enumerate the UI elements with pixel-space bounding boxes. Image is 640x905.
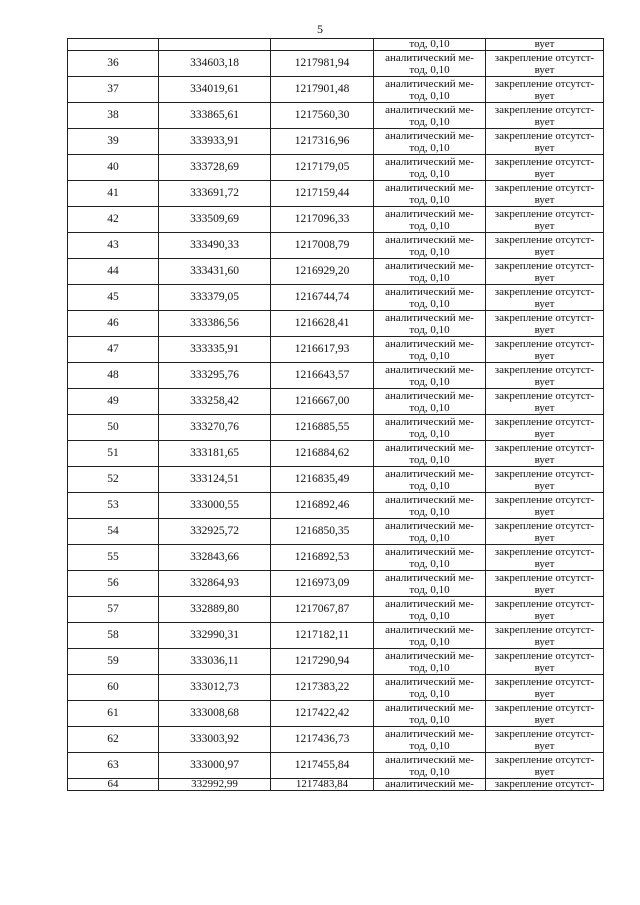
table-row (68, 753, 604, 779)
method-cell-line: аналитический ме- (385, 493, 474, 506)
table-row (68, 545, 604, 571)
point-number-cell: 51 (68, 441, 159, 467)
y-coordinate-cell: 1217179,05 (271, 155, 374, 181)
table-row (68, 259, 604, 285)
point-number-cell: 41 (68, 181, 159, 207)
fixing-cell (486, 545, 604, 571)
y-coordinate-cell: 1217159,44 (271, 181, 374, 207)
fixing-cell-line: вует (534, 271, 555, 284)
method-cell-line: аналитический ме- (385, 675, 474, 688)
point-number-cell: 39 (68, 129, 159, 155)
x-coordinate-cell: 333386,56 (159, 311, 271, 337)
fixing-cell-line: закрепление отсутст- (494, 129, 595, 142)
x-coordinate-cell: 333124,51 (159, 467, 271, 493)
fixing-cell (486, 675, 604, 701)
x-coordinate-cell: 333379,05 (159, 285, 271, 311)
fixing-cell-line: вует (534, 479, 555, 492)
fixing-cell (486, 285, 604, 311)
point-number-cell: 54 (68, 519, 159, 545)
x-coordinate-cell: 333295,76 (159, 363, 271, 389)
fixing-cell (486, 597, 604, 623)
fixing-cell-line: закрепление отсутст- (494, 181, 595, 194)
y-coordinate-cell: 1216884,62 (271, 441, 374, 467)
table-row (68, 623, 604, 649)
method-cell-line: аналитический ме- (385, 467, 474, 480)
table-row (68, 103, 604, 129)
y-coordinate-cell: 1217290,94 (271, 649, 374, 675)
point-number-cell: 60 (68, 675, 159, 701)
fixing-cell (486, 389, 604, 415)
table-row (68, 285, 604, 311)
empty-cell (159, 39, 271, 51)
table-row (68, 467, 604, 493)
y-coordinate-cell: 1217981,94 (271, 51, 374, 77)
x-coordinate-cell: 333509,69 (159, 207, 271, 233)
fixing-cell (486, 467, 604, 493)
method-cell-line: тод, 0,10 (409, 583, 450, 596)
fixing-cell (486, 259, 604, 285)
method-cell-line: аналитический ме- (385, 285, 474, 298)
fixing-cell-line: вует (534, 427, 555, 440)
fixing-cell (486, 519, 604, 545)
point-number-cell: 63 (68, 753, 159, 779)
method-cell-line: тод, 0,10 (409, 453, 450, 466)
method-cell: аналитический ме- (374, 779, 486, 791)
method-cell-line: тод, 0,10 (409, 323, 450, 336)
table-row (68, 233, 604, 259)
point-number-cell: 64 (68, 779, 159, 791)
fixing-cell (486, 753, 604, 779)
method-cell-line: аналитический ме- (385, 727, 474, 740)
fixing-cell-line: вует (534, 661, 555, 674)
fixing-cell-line: закрепление отсутст- (494, 623, 595, 636)
method-cell (374, 701, 486, 727)
fixing-cell-line: закрепление отсутст- (494, 77, 595, 90)
fixing-cell-line: закрепление отсутст- (494, 675, 595, 688)
fixing-cell-line: вует (534, 349, 555, 362)
empty-cell (271, 39, 374, 51)
fixing-cell-line: закрепление отсутст- (494, 571, 595, 584)
x-coordinate-cell: 332864,93 (159, 571, 271, 597)
method-cell (374, 519, 486, 545)
table-row (68, 571, 604, 597)
point-number-cell: 40 (68, 155, 159, 181)
method-cell (374, 285, 486, 311)
x-coordinate-cell: 333431,60 (159, 259, 271, 285)
method-cell-line: тод, 0,10 (409, 245, 450, 258)
fixing-cell-line: вует (534, 193, 555, 206)
table-row (68, 441, 604, 467)
fixing-cell-line: вует (534, 323, 555, 336)
fixing-cell-line: вует (534, 583, 555, 596)
method-cell (374, 415, 486, 441)
x-coordinate-cell: 333000,55 (159, 493, 271, 519)
fixing-cell-line: вует (534, 219, 555, 232)
method-cell-line: аналитический ме- (385, 51, 474, 64)
fixing-cell-line: вует (534, 557, 555, 570)
table-row (68, 77, 604, 103)
point-number-cell: 57 (68, 597, 159, 623)
method-cell (374, 207, 486, 233)
method-cell (374, 363, 486, 389)
method-cell (374, 51, 486, 77)
x-coordinate-cell: 333036,11 (159, 649, 271, 675)
point-number-cell: 48 (68, 363, 159, 389)
method-cell (374, 623, 486, 649)
x-coordinate-cell: 333865,61 (159, 103, 271, 129)
method-cell-line: аналитический ме- (385, 337, 474, 350)
method-cell-line: аналитический ме- (385, 597, 474, 610)
fixing-cell-line: вует (534, 609, 555, 622)
method-cell-line: аналитический ме- (385, 77, 474, 90)
fixing-cell-line: закрепление отсутст- (494, 259, 595, 272)
fixing-cell: закрепление отсутст- (486, 779, 604, 791)
method-cell-line: тод, 0,10 (409, 297, 450, 310)
method-cell (374, 337, 486, 363)
point-number-cell: 45 (68, 285, 159, 311)
page-number: 5 (317, 22, 323, 36)
fixing-cell-line: закрепление отсутст- (494, 363, 595, 376)
method-cell-line: тод, 0,10 (409, 531, 450, 544)
method-cell (374, 727, 486, 753)
table-row (68, 311, 604, 337)
x-coordinate-cell: 332843,66 (159, 545, 271, 571)
method-cell-line: аналитический ме- (385, 441, 474, 454)
method-cell-line: тод, 0,10 (409, 141, 450, 154)
point-number-cell: 36 (68, 51, 159, 77)
fixing-cell (486, 181, 604, 207)
fixing-cell (486, 337, 604, 363)
fixing-cell (486, 701, 604, 727)
method-cell-line: тод, 0,10 (409, 219, 450, 232)
fixing-cell-line: вует (534, 297, 555, 310)
fixing-cell (486, 493, 604, 519)
fixing-cell-line: вует (534, 245, 555, 258)
empty-cell (68, 39, 159, 51)
table-row (68, 363, 604, 389)
x-coordinate-cell: 333490,33 (159, 233, 271, 259)
fixing-cell (486, 129, 604, 155)
x-coordinate-cell: 333012,73 (159, 675, 271, 701)
table-row (68, 519, 604, 545)
table-row (68, 701, 604, 727)
x-coordinate-cell: 333181,65 (159, 441, 271, 467)
y-coordinate-cell: 1216850,35 (271, 519, 374, 545)
fixing-cell-line: вует (534, 375, 555, 388)
table-row (68, 155, 604, 181)
fixing-cell-line: вует (534, 505, 555, 518)
method-cell-line: аналитический ме- (385, 649, 474, 662)
x-coordinate-cell: 333008,68 (159, 701, 271, 727)
table-row (68, 337, 604, 363)
method-cell-line: аналитический ме- (385, 155, 474, 168)
y-coordinate-cell: 1217901,48 (271, 77, 374, 103)
fixing-cell (486, 441, 604, 467)
x-coordinate-cell: 333335,91 (159, 337, 271, 363)
method-cell (374, 103, 486, 129)
method-cell (374, 571, 486, 597)
point-number-cell: 47 (68, 337, 159, 363)
table-row (68, 181, 604, 207)
fixing-cell-line: закрепление отсутст- (494, 337, 595, 350)
method-cell (374, 753, 486, 779)
y-coordinate-cell: 1216929,20 (271, 259, 374, 285)
method-cell-line: аналитический ме- (385, 311, 474, 324)
method-cell-line: тод, 0,10 (409, 167, 450, 180)
point-number-cell: 50 (68, 415, 159, 441)
x-coordinate-cell: 333258,42 (159, 389, 271, 415)
method-cell-line: тод, 0,10 (409, 427, 450, 440)
fixing-cell-line: закрепление отсутст- (494, 415, 595, 428)
method-cell-line: аналитический ме- (385, 571, 474, 584)
fixing-cell-line: закрепление отсутст- (494, 207, 595, 220)
y-coordinate-cell: 1216628,41 (271, 311, 374, 337)
table-row (68, 493, 604, 519)
method-cell (374, 389, 486, 415)
x-coordinate-cell: 333000,97 (159, 753, 271, 779)
table-row (68, 675, 604, 701)
fixing-cell (486, 649, 604, 675)
y-coordinate-cell: 1216667,00 (271, 389, 374, 415)
method-cell-line: аналитический ме- (385, 623, 474, 636)
table-row (68, 51, 604, 77)
fixing-cell-line: закрепление отсутст- (494, 493, 595, 506)
method-cell-line: тод, 0,10 (409, 713, 450, 726)
table-row (68, 129, 604, 155)
point-number-cell: 53 (68, 493, 159, 519)
table-row (68, 415, 604, 441)
x-coordinate-cell: 332889,80 (159, 597, 271, 623)
fixing-cell-line: закрепление отсутст- (494, 597, 595, 610)
method-cell-line: тод, 0,10 (409, 739, 450, 752)
point-number-cell: 52 (68, 467, 159, 493)
fixing-cell (486, 415, 604, 441)
method-cell (374, 467, 486, 493)
x-coordinate-cell: 333270,76 (159, 415, 271, 441)
fixing-cell (486, 233, 604, 259)
method-cell-line: тод, 0,10 (409, 609, 450, 622)
fixing-cell-line: закрепление отсутст- (494, 701, 595, 714)
method-cell-line: аналитический ме- (385, 207, 474, 220)
fixing-cell (486, 77, 604, 103)
method-cell: тод, 0,10 (374, 39, 486, 51)
y-coordinate-cell: 1217316,96 (271, 129, 374, 155)
fixing-cell-line: вует (534, 635, 555, 648)
method-cell-line: тод, 0,10 (409, 765, 450, 778)
y-coordinate-cell: 1216973,09 (271, 571, 374, 597)
fixing-cell (486, 623, 604, 649)
method-cell-line: тод, 0,10 (409, 89, 450, 102)
point-number-cell: 61 (68, 701, 159, 727)
fixing-cell-line: вует (534, 141, 555, 154)
point-number-cell: 56 (68, 571, 159, 597)
method-cell (374, 493, 486, 519)
method-cell (374, 233, 486, 259)
fixing-cell (486, 51, 604, 77)
fixing-cell-line: вует (534, 453, 555, 466)
fixing-cell-line: вует (534, 531, 555, 544)
fixing-cell-line: закрепление отсутст- (494, 727, 595, 740)
method-cell-line: тод, 0,10 (409, 635, 450, 648)
y-coordinate-cell: 1216617,93 (271, 337, 374, 363)
method-cell-line: аналитический ме- (385, 415, 474, 428)
fixing-cell-line: вует (534, 401, 555, 414)
table-row (68, 649, 604, 675)
method-cell-line: тод, 0,10 (409, 375, 450, 388)
table-body (68, 39, 604, 791)
method-cell-line: тод, 0,10 (409, 115, 450, 128)
fixing-cell-line: закрепление отсутст- (494, 467, 595, 480)
table-row (68, 779, 604, 791)
fixing-cell-line: закрепление отсутст- (494, 545, 595, 558)
x-coordinate-cell: 333691,72 (159, 181, 271, 207)
fixing-cell (486, 207, 604, 233)
y-coordinate-cell: 1217008,79 (271, 233, 374, 259)
x-coordinate-cell: 332992,99 (159, 779, 271, 791)
method-cell-line: тод, 0,10 (409, 63, 450, 76)
fixing-cell (486, 571, 604, 597)
fixing-cell-line: вует (534, 63, 555, 76)
y-coordinate-cell: 1217067,87 (271, 597, 374, 623)
method-cell-line: аналитический ме- (385, 363, 474, 376)
point-number-cell: 46 (68, 311, 159, 337)
point-number-cell: 59 (68, 649, 159, 675)
method-cell-line: аналитический ме- (385, 181, 474, 194)
fixing-cell-line: закрепление отсутст- (494, 285, 595, 298)
x-coordinate-cell: 334603,18 (159, 51, 271, 77)
x-coordinate-cell: 334019,61 (159, 77, 271, 103)
method-cell-line: аналитический ме- (385, 753, 474, 766)
fixing-cell-line: закрепление отсутст- (494, 103, 595, 116)
method-cell (374, 77, 486, 103)
y-coordinate-cell: 1217455,84 (271, 753, 374, 779)
table-row (68, 597, 604, 623)
fixing-cell-line: закрепление отсутст- (494, 51, 595, 64)
y-coordinate-cell: 1216892,46 (271, 493, 374, 519)
method-cell-line: тод, 0,10 (409, 349, 450, 362)
fixing-cell-line: вует (534, 167, 555, 180)
method-cell-line: тод, 0,10 (409, 401, 450, 414)
point-number-cell: 37 (68, 77, 159, 103)
fixing-cell-line: вует (534, 765, 555, 778)
fixing-cell-line: закрепление отсутст- (494, 311, 595, 324)
method-cell-line: тод, 0,10 (409, 479, 450, 492)
method-cell (374, 311, 486, 337)
y-coordinate-cell: 1217096,33 (271, 207, 374, 233)
method-cell-line: тод, 0,10 (409, 193, 450, 206)
fixing-cell (486, 311, 604, 337)
method-cell-line: аналитический ме- (385, 129, 474, 142)
y-coordinate-cell: 1217436,73 (271, 727, 374, 753)
fixing-cell-line: вует (534, 89, 555, 102)
method-cell (374, 181, 486, 207)
method-cell (374, 597, 486, 623)
y-coordinate-cell: 1216744,74 (271, 285, 374, 311)
method-cell-line: тод, 0,10 (409, 687, 450, 700)
point-number-cell: 38 (68, 103, 159, 129)
method-cell (374, 441, 486, 467)
method-cell-line: тод, 0,10 (409, 505, 450, 518)
fixing-cell-line: закрепление отсутст- (494, 233, 595, 246)
method-cell (374, 675, 486, 701)
fixing-cell-line: вует (534, 739, 555, 752)
method-cell-line: аналитический ме- (385, 389, 474, 402)
x-coordinate-cell: 332990,31 (159, 623, 271, 649)
fixing-cell-line: закрепление отсутст- (494, 389, 595, 402)
fixing-cell (486, 103, 604, 129)
coordinates-table (67, 38, 604, 791)
x-coordinate-cell: 333003,92 (159, 727, 271, 753)
y-coordinate-cell: 1216885,55 (271, 415, 374, 441)
method-cell (374, 259, 486, 285)
x-coordinate-cell: 332925,72 (159, 519, 271, 545)
fixing-cell-line: закрепление отсутст- (494, 649, 595, 662)
fixing-cell: вует (486, 39, 604, 51)
method-cell-line: тод, 0,10 (409, 661, 450, 674)
y-coordinate-cell: 1216643,57 (271, 363, 374, 389)
method-cell (374, 649, 486, 675)
point-number-cell: 55 (68, 545, 159, 571)
point-number-cell: 62 (68, 727, 159, 753)
fixing-cell-line: вует (534, 687, 555, 700)
y-coordinate-cell: 1216892,53 (271, 545, 374, 571)
y-coordinate-cell: 1217560,30 (271, 103, 374, 129)
y-coordinate-cell: 1216835,49 (271, 467, 374, 493)
method-cell-line: аналитический ме- (385, 519, 474, 532)
method-cell-line: тод, 0,10 (409, 557, 450, 570)
point-number-cell: 49 (68, 389, 159, 415)
y-coordinate-cell: 1217182,11 (271, 623, 374, 649)
point-number-cell: 43 (68, 233, 159, 259)
fixing-cell (486, 155, 604, 181)
method-cell (374, 155, 486, 181)
method-cell (374, 129, 486, 155)
method-cell (374, 545, 486, 571)
fixing-cell (486, 363, 604, 389)
method-cell-line: аналитический ме- (385, 259, 474, 272)
method-cell-line: аналитический ме- (385, 545, 474, 558)
y-coordinate-cell: 1217383,22 (271, 675, 374, 701)
y-coordinate-cell: 1217483,84 (271, 779, 374, 791)
fixing-cell-line: вует (534, 713, 555, 726)
y-coordinate-cell: 1217422,42 (271, 701, 374, 727)
method-cell-line: аналитический ме- (385, 701, 474, 714)
method-cell-line: аналитический ме- (385, 233, 474, 246)
continuation-row (68, 39, 604, 51)
fixing-cell-line: закрепление отсутст- (494, 441, 595, 454)
fixing-cell-line: закрепление отсутст- (494, 155, 595, 168)
table-row (68, 389, 604, 415)
method-cell-line: тод, 0,10 (409, 271, 450, 284)
fixing-cell-line: закрепление отсутст- (494, 519, 595, 532)
x-coordinate-cell: 333728,69 (159, 155, 271, 181)
fixing-cell-line: закрепление отсутст- (494, 753, 595, 766)
point-number-cell: 44 (68, 259, 159, 285)
point-number-cell: 42 (68, 207, 159, 233)
fixing-cell (486, 727, 604, 753)
x-coordinate-cell: 333933,91 (159, 129, 271, 155)
table-row (68, 727, 604, 753)
fixing-cell-line: вует (534, 115, 555, 128)
point-number-cell: 58 (68, 623, 159, 649)
method-cell-line: аналитический ме- (385, 103, 474, 116)
table-row (68, 207, 604, 233)
